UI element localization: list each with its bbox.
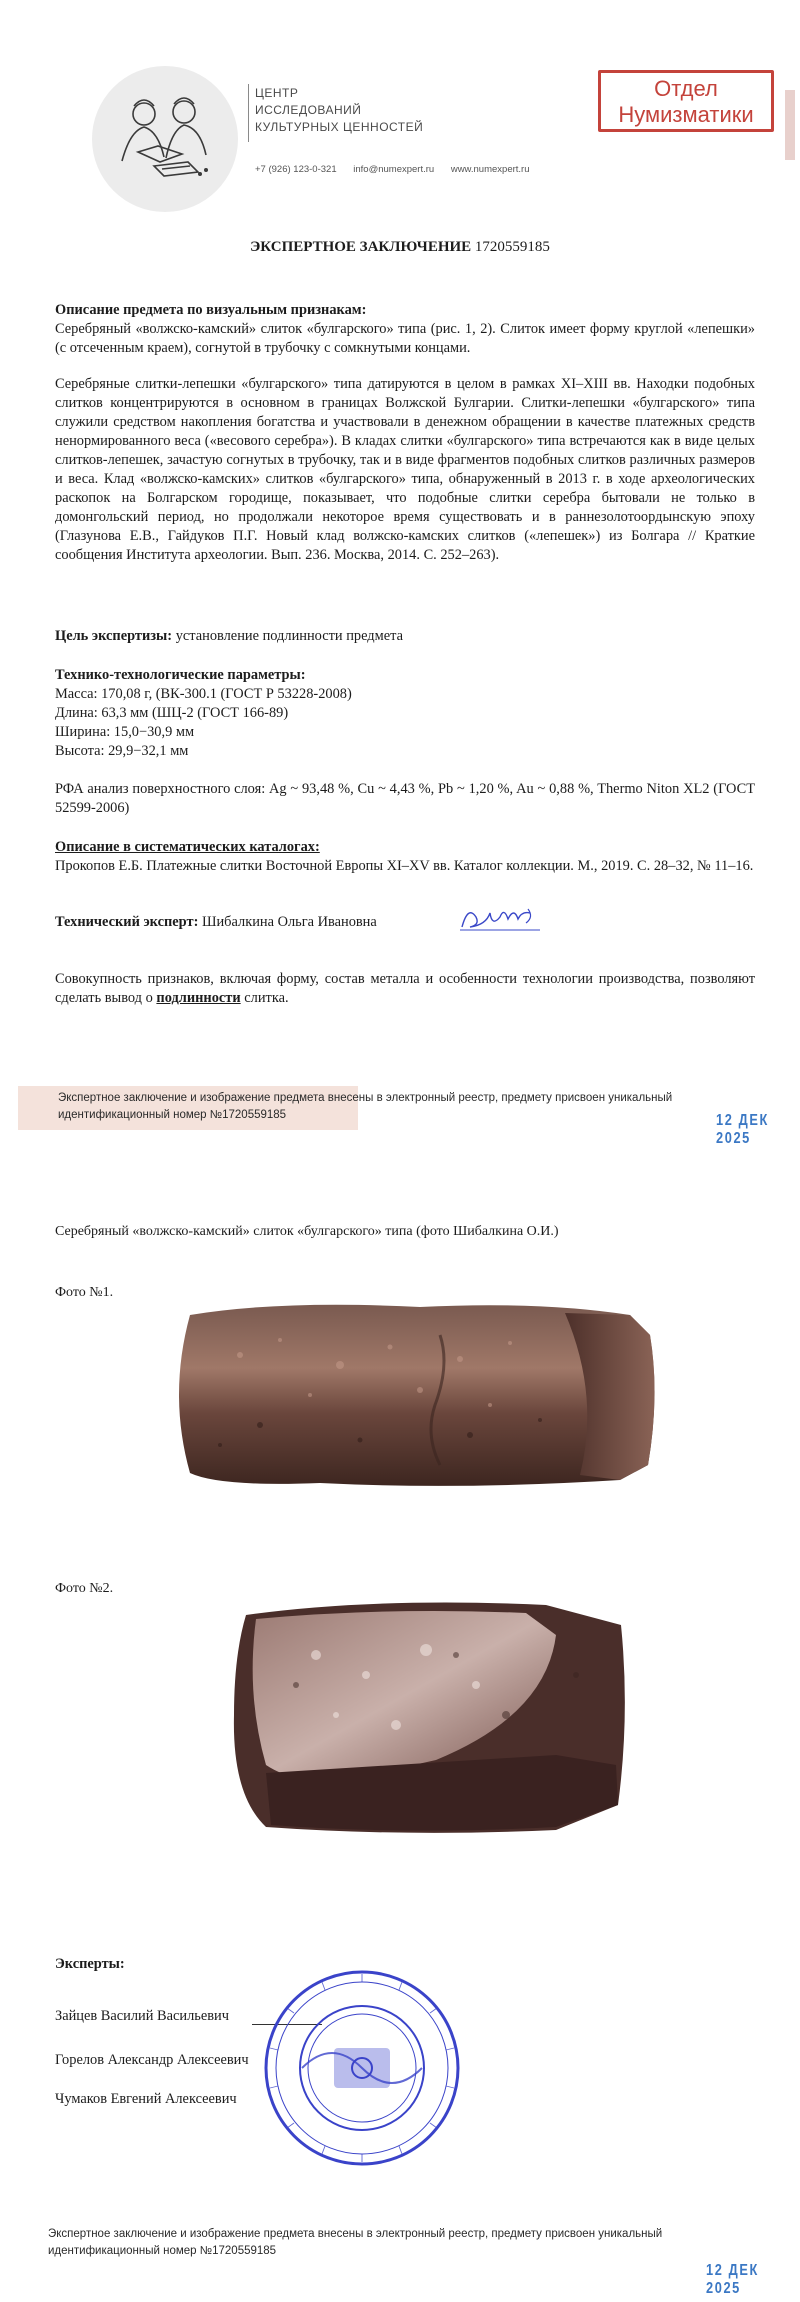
photo2-label: Фото №2. [55,1581,114,1596]
title-text: ЭКСПЕРТНОЕ ЗАКЛЮЧЕНИЕ [250,239,472,255]
phone: +7 (926) 123-0-321 [255,164,337,175]
email-link[interactable]: info@numexpert.ru [353,164,435,175]
dept-stamp-line-1: Отдел [654,76,718,101]
description-section [55,301,755,358]
website-link[interactable]: www.numexpert.ru [450,164,530,175]
date-stamp-2: 12 ДЕК 2025 [706,2262,759,2297]
catalogs-text: Прокопов Е.Б. Платежные слитки Восточной Европы XI–XV вв. Каталог коллекции. М., 2019. С. 28–32, № 11–16. [55,858,754,874]
contacts [255,164,544,175]
catalogs-section [55,838,755,876]
document-title [0,239,800,256]
conclusion-end: слитка. [240,990,289,1006]
param-mass: Масса: 170,08 г, (ВК-300.1 (ГОСТ Р 53228-2008) [55,686,352,702]
department-stamp [598,70,774,132]
param-length: Длина: 63,3 мм (ШЦ-2 (ГОСТ 166-89) [55,705,289,721]
purpose-heading: Цель экспертизы: [55,628,173,644]
params-heading: Технико-технологические параметры: [55,667,306,683]
org-line-2: ИССЛЕДОВАНИЙ [255,103,362,117]
param-height: Высота: 29,9−32,1 мм [55,743,189,759]
document-number: 1720559185 [474,239,550,255]
param-width: Ширина: 15,0−30,9 мм [55,724,195,740]
conclusion-text: Совокупность признаков, включая форму, состав металла и особенности технологии производства, позволяют сделать вывод о [55,971,755,1006]
header-divider [248,84,249,142]
conclusion-key: подлинности [156,990,241,1006]
org-name [255,85,435,136]
photo-caption: Серебряный «волжско-камский» слиток «булгарского» типа (фото Шибалкина О.И.) [55,1224,559,1239]
expert-1: Зайцев Василий Васильевич [55,2008,229,2024]
page-edge-mark [785,90,795,160]
expert-signature [458,899,544,937]
catalogs-heading: Описание в систематических каталогах: [55,839,320,855]
date-stamp-1: 12 ДЕК 2025 [716,1112,769,1147]
photo1-label: Фото №1. [55,1285,114,1300]
xrf-analysis: РФА анализ поверхностного слоя: Ag ~ 93,48 %, Cu ~ 4,43 %, Pb ~ 1,20 %, Au ~ 0,88 %, Thermo Niton XL2 (ГОСТ 52599-2006) [55,781,755,816]
org-line-3: КУЛЬТУРНЫХ ЦЕННОСТЕЙ [255,120,424,134]
org-line-1: ЦЕНТР [255,86,299,100]
expert-3: Чумаков Евгений Алексеевич [55,2091,237,2107]
dept-stamp-line-2: Нумизматики [618,102,754,127]
logo-scholars-icon [92,66,238,212]
tech-expert-label: Технический эксперт: [55,914,199,930]
purpose-section [55,627,755,646]
description-text: Серебряный «волжско-камский» слиток «булгарского» типа (рис. 1, 2). Слиток имеет форму круглой «лепешки» (с отсеченным краем), согнутой в трубочку с сомкнутыми концами. [55,321,755,356]
description-heading: Описание предмета по визуальным признакам: [55,302,367,318]
params-section [55,666,755,761]
tech-expert-name: Шибалкина Ольга Ивановна [201,914,377,930]
registry-note-1: Экспертное заключение и изображение предмета внесены в электронный реестр, предмету присвоен уникальный идентификационный номер №1720559185 [58,1092,673,1121]
purpose-text: установление подлинности предмета [175,628,403,644]
expert-2: Горелов Александр Алексеевич [55,2052,249,2068]
center-seal-stamp [262,1968,462,2168]
ingot-photo-1 [160,1295,665,1495]
history-paragraph: Серебряные слитки-лепешки «булгарского» типа датируются в целом в рамках XI–XIII вв. Находки подобных слитков концентрируются в основном в границах Волжской Булгарии. Слитки-лепешки «булгарского» типа служили средством накопления богатства и участвовали в денежном обращении в качестве платежных средств ненормированного веса («весового серебра»). В кладах слитки «булгарского» типа встречаются как в виде целых слитков-лепешек, зачастую согнутых в трубочку, так и в виде фрагментов подобных слитков различных размеров и веса. Клад «волжско-камских» слитков «булгарского» типа, обнаруженный в 2013 г. в ходе археологических раскопок на Болгарском городище, показывает, что подобные слитки серебра бытовали не только в домонгольский период, но продолжали некоторое время существовать и в раннезолотоордынскую эпоху (Глазунова Е.В., Гайдуков П.Г. Новый клад волжско-камских слитков («лепешек») из Болгара // Краткие сообщения Института археологии. Вып. 236. Москва, 2014. С. 252–263). [55,376,755,563]
experts-heading-text: Эксперты: [55,1956,125,1972]
registry-note-2: Экспертное заключение и изображение предмета внесены в электронный реестр, предмету присвоен уникальный идентификационный номер №1720559185 [48,2228,663,2257]
ingot-photo-2 [226,1595,630,1840]
tech-expert [55,913,475,932]
conclusion [55,970,755,1008]
